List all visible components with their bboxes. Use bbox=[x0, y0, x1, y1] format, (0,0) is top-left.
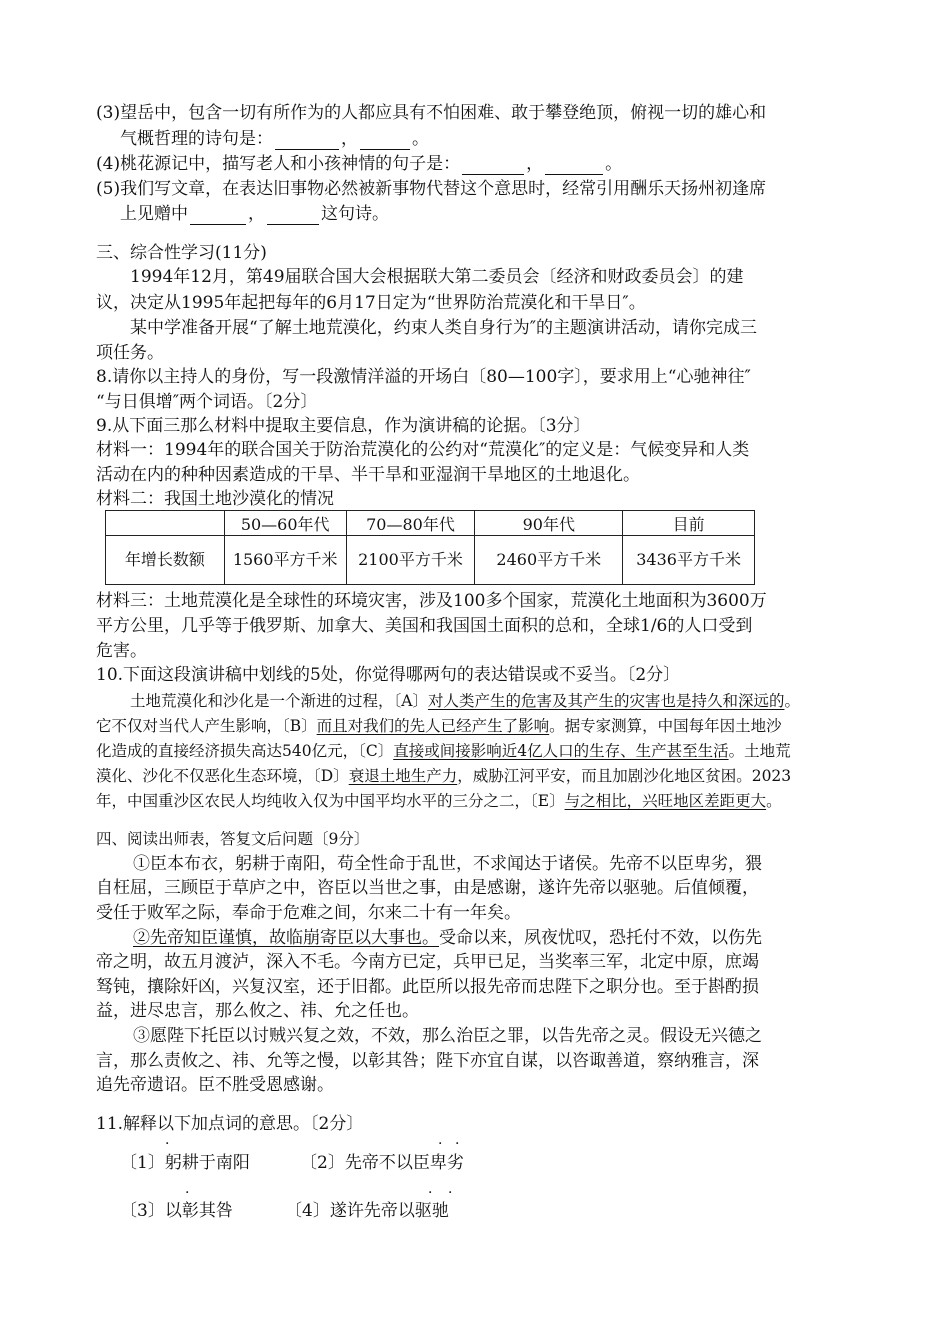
table-header-cell: 目前 bbox=[623, 511, 755, 536]
speech-text: 。土地荒 bbox=[728, 742, 791, 760]
q5-end: 这句诗。 bbox=[321, 204, 389, 224]
q5-prompt: 上见赠中 bbox=[120, 204, 188, 224]
q3-line1: (3)望岳中，包含一切有所作为的人都应具有不怕困难、敢于攀登绝顶，俯视一切的雄心和 bbox=[96, 103, 767, 123]
underlined-option-a: 对人类产生的危害及其产生的灾害也是持久和深远的 bbox=[427, 692, 785, 710]
emphasis-dot: · bbox=[448, 1185, 453, 1201]
passage-p3-line2: 言，那么责攸之、祎、允等之慢，以彰其咎；陛下亦宜自谋，以咨诹善道，察纳雅言，深 bbox=[96, 1051, 759, 1071]
q11-item-3: 〔3〕以彰其咎 bbox=[120, 1201, 233, 1221]
desertification-table bbox=[105, 510, 755, 585]
table-cell: 1560平方千米 bbox=[224, 536, 346, 585]
speech-text: 。据专家测算，中国每年因土地沙 bbox=[549, 717, 782, 735]
answer-blank[interactable] bbox=[360, 133, 410, 150]
passage-p2-line2: 帝之明，故五月渡泸，深入不毛。今南方已定，兵甲已足，当奖率三军，北定中原，庶竭 bbox=[96, 952, 759, 972]
section3-p2-line2: 项任务。 bbox=[96, 343, 164, 363]
q3-line2: 气概哲理的诗句是： ， 。 bbox=[120, 129, 429, 149]
emphasis-dot: · bbox=[428, 1185, 433, 1201]
passage-text: 受命以来，夙夜忧叹，恐托付不效，以伤先 bbox=[439, 928, 762, 948]
section3-p2-line1: 某中学准备开展“了解土地荒漠化，约束人类自身行为″的主题演讲活动，请你完成三 bbox=[130, 318, 758, 338]
passage-p1-line3: 受任于败军之际，奉命于危难之间，尔来二十有一年矣。 bbox=[96, 903, 521, 923]
passage-p3-line3: 追先帝遗诏。臣不胜受恩感谢。 bbox=[96, 1075, 334, 1095]
speech-text: 土地荒漠化和沙化是一个渐进的过程，〔A〕 bbox=[130, 692, 428, 710]
q5-line2: 上见赠中 ， 这句诗。 bbox=[120, 204, 389, 224]
material1-line2: 活动在内的种种因素造成的干旱、半干旱和亚湿润干旱地区的土地退化。 bbox=[96, 465, 640, 485]
q5-line1: (5)我们写文章，在表达旧事物必然被新事物代替这个意思时，经常引用酬乐天扬州初逢席 bbox=[96, 179, 767, 199]
speech-text: 漠化、沙化不仅恶化生态环境，〔D〕 bbox=[96, 767, 349, 785]
passage-p2-line3: 驽钝，攘除奸凶，兴复汉室，还于旧都。此臣所以报先帝而忠陛下之职分也。至于斟酌损 bbox=[96, 977, 759, 997]
q8-line1: 8.请你以主持人的身份，写一段激情洋溢的开场白〔80—100字〕，要求用上“心驰神往″ bbox=[96, 367, 751, 387]
table-header-cell bbox=[106, 511, 225, 536]
q4-prompt: (4)桃花源记中，描写老人和小孩神情的句子是： bbox=[96, 154, 461, 174]
q10-line1 bbox=[130, 690, 800, 712]
speech-text: 。 bbox=[766, 792, 782, 810]
q11-item-2: 〔2〕先帝不以臣卑劣 bbox=[300, 1153, 464, 1173]
material3-line3: 危害。 bbox=[96, 641, 147, 661]
emphasis-dot: · bbox=[165, 1136, 170, 1152]
speech-text: 。 bbox=[784, 692, 800, 710]
emphasis-dot: · bbox=[455, 1136, 460, 1152]
table-row-label: 年增长数额 bbox=[106, 536, 225, 585]
table-row bbox=[106, 536, 755, 585]
q10-line4 bbox=[96, 765, 791, 787]
section3-p1-line1: 1994年12月，第49届联合国大会根据联大第二委员会〔经济和财政委员会〕的建 bbox=[130, 267, 744, 287]
passage-p2-line4: 益，进尽忠言，那么攸之、祎、允之任也。 bbox=[96, 1001, 419, 1021]
table-header-row bbox=[106, 511, 755, 536]
q3-prompt: 气概哲理的诗句是： bbox=[120, 129, 273, 149]
underlined-option-e: 与之相比，兴旺地区差距更大 bbox=[564, 792, 767, 810]
material1-line1: 材料一：1994年的联合国关于防治荒漠化的公约对“荒漠化″的定义是：气候变异和人类 bbox=[96, 440, 750, 460]
q4-line: (4)桃花源记中，描写老人和小孩神情的句子是： ， 。 bbox=[96, 154, 623, 174]
answer-blank[interactable] bbox=[275, 133, 339, 150]
speech-text: 它不仅对当代人产生影响，〔B〕 bbox=[96, 717, 317, 735]
underlined-option-b: 而且对我们的先人已经产生了影响 bbox=[316, 717, 550, 735]
table-cell: 3436平方千米 bbox=[623, 536, 755, 585]
q10-line5 bbox=[96, 790, 782, 812]
q10-line3 bbox=[96, 740, 791, 762]
answer-blank[interactable] bbox=[545, 158, 603, 175]
material2-title: 材料二：我国土地沙漠化的情况 bbox=[96, 489, 334, 509]
underlined-option-c: 直接或间接影响近4亿人口的生存、生产甚至生活 bbox=[393, 742, 729, 760]
passage-p1-line2: 自枉屈，三顾臣于草庐之中，咨臣以当世之事，由是感谢，遂许先帝以驱驰。后值倾覆， bbox=[96, 878, 759, 898]
passage-p3-line1: ③愿陛下托臣以讨贼兴复之效，不效，那么治臣之罪，以告先帝之灵。假设无兴德之 bbox=[133, 1026, 762, 1046]
table-header-cell: 50—60年代 bbox=[224, 511, 346, 536]
table-cell: 2460平方千米 bbox=[475, 536, 623, 585]
answer-blank[interactable] bbox=[190, 208, 246, 225]
table-header-cell: 70—80年代 bbox=[346, 511, 475, 536]
material3-line2: 平方公里，几乎等于俄罗斯、加拿大、美国和我国国土面积的总和，全球1/6的人口受到 bbox=[96, 616, 753, 636]
answer-blank[interactable] bbox=[267, 208, 319, 225]
speech-text: ，威胁江河平安，而且加剧沙化地区贫困。2023 bbox=[457, 767, 792, 785]
q10-line2 bbox=[96, 715, 782, 737]
q11-item-1: 〔1〕躬耕于南阳 bbox=[120, 1153, 250, 1173]
q9-title: 9.从下面三那么材料中提取主要信息，作为演讲稿的论据。〔3分〕 bbox=[96, 416, 591, 436]
section3-p1-line2: 议，决定从1995年起把每年的6月17日定为“世界防治荒漠化和干旱日″。 bbox=[96, 293, 646, 313]
q3-end: 。 bbox=[412, 129, 429, 149]
emphasis-dot: · bbox=[438, 1136, 443, 1152]
table-cell: 2100平方千米 bbox=[346, 536, 475, 585]
speech-text: 化造成的直接经济损失高达540亿元，〔C〕 bbox=[96, 742, 394, 760]
section3-heading: 三、综合性学习(11分) bbox=[96, 243, 267, 263]
q10-title: 10.下面这段演讲稿中划线的5处，你觉得哪两句的表达错误或不妥当。〔2分〕 bbox=[96, 665, 681, 685]
passage-p2-line1 bbox=[133, 927, 762, 949]
speech-text: 年，中国重沙区农民人均纯收入仅为中国平均水平的三分之二，〔E〕 bbox=[96, 792, 565, 810]
section4-heading: 四、阅读出师表，答复文后问题〔9分〕 bbox=[96, 830, 370, 848]
q4-end: 。 bbox=[605, 154, 623, 174]
material3-line1: 材料三：土地荒漠化是全球性的环境灾害，涉及100多个国家，荒漠化土地面积为3600万 bbox=[96, 591, 767, 611]
q11-item-4: 〔4〕遂许先帝以驱驰 bbox=[285, 1201, 449, 1221]
underlined-option-d: 衰退土地生产力 bbox=[348, 767, 458, 785]
q11-title: 11.解释以下加点词的意思。〔2分〕 bbox=[96, 1114, 364, 1134]
emphasis-dot: · bbox=[185, 1185, 190, 1201]
underlined-sentence: ②先帝知臣谨慎，故临崩寄臣以大事也。 bbox=[133, 928, 439, 948]
table-header-cell: 90年代 bbox=[475, 511, 623, 536]
q8-line2: “与日俱增″两个词语。〔2分〕 bbox=[96, 392, 318, 412]
passage-p1-line1: ①臣本布衣，躬耕于南阳，苟全性命于乱世，不求闻达于诸侯。先帝不以臣卑劣，猥 bbox=[133, 854, 762, 874]
answer-blank[interactable] bbox=[462, 158, 524, 175]
